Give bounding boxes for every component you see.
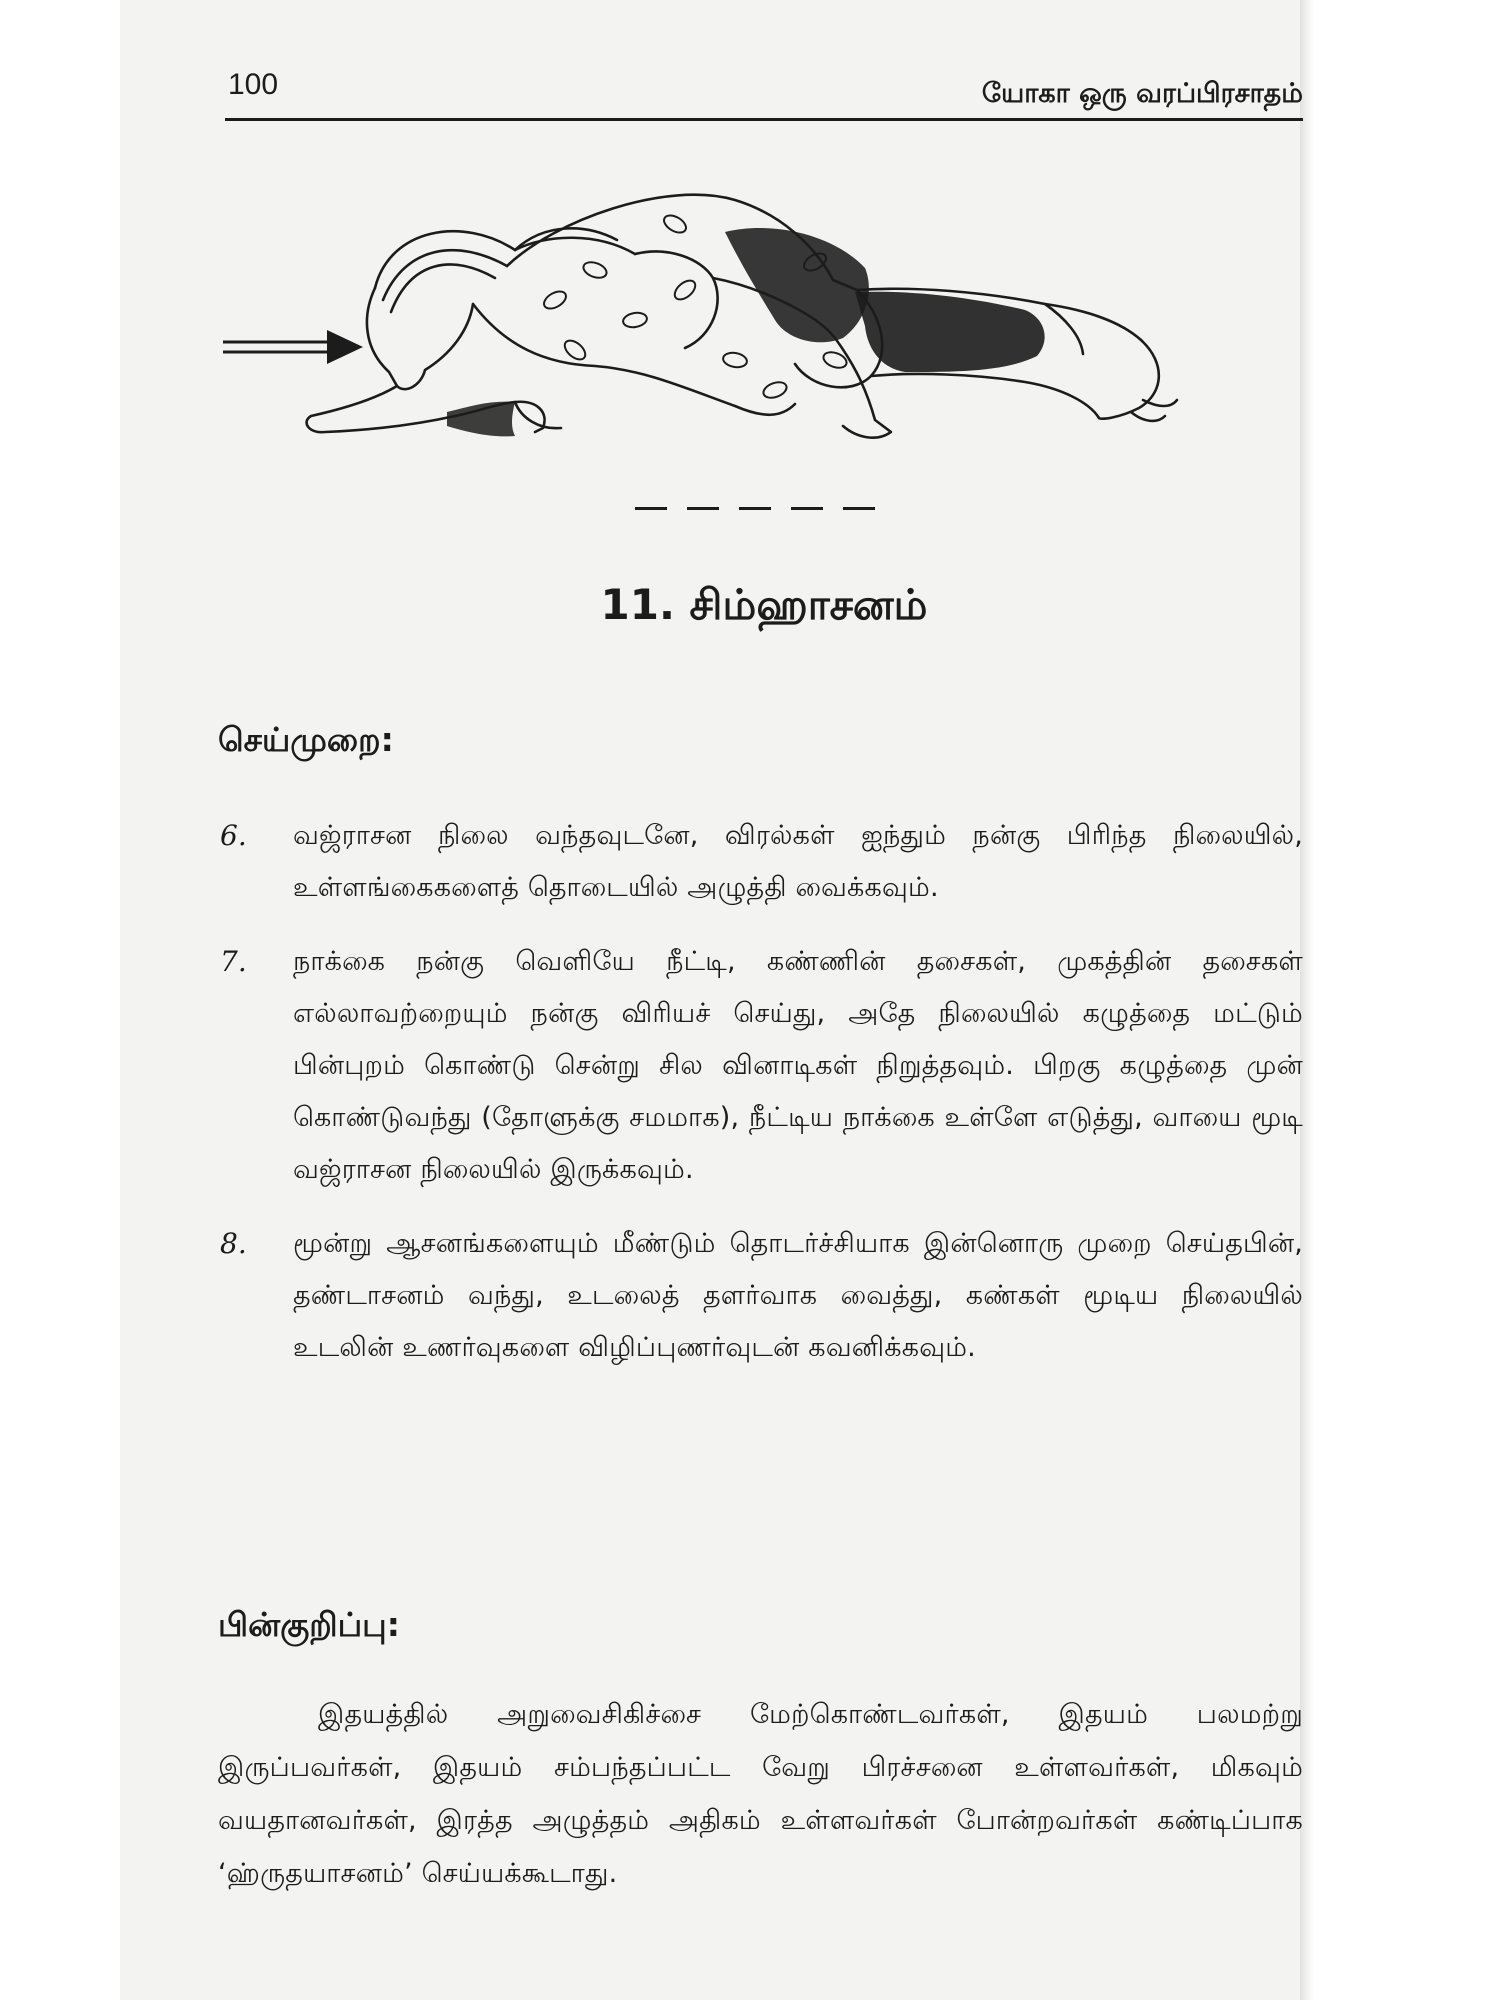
step-text: வஜ்ராசன நிலை வந்தவுடனே, விரல்கள் ஐந்தும் நன்கு பிரிந்த நிலையில், உள்ளங்கைகளைத் தொடையில் அழுத்தி வைக்கவும். (293, 820, 1303, 903)
step-item (218, 936, 1303, 1196)
page-header (225, 62, 1303, 120)
postscript-heading: பின்குறிப்பு: (218, 1605, 400, 1644)
step-number: 8. (220, 1227, 247, 1260)
yoga-pose-illustration (215, 150, 1185, 470)
step-item (218, 1218, 1303, 1374)
page-number: 100 (228, 68, 279, 101)
step-text: நாக்கை நன்கு வெளியே நீட்டி, கண்ணின் தசைகள், முகத்தின் தசைகள் எல்லாவற்றையும் நன்கு விரியச் செய்து, அதே நிலையில் கழுத்தை மட்டும் பின்புறம் கொண்டு சென்று சில வினாடிகள் நிறுத்தவும். பிறகு கழுத்தை முன் கொண்டுவந்து (தோளுக்கு சமமாக), நீட்டிய நாக்கை உள்ளே எடுத்து, வாயை மூடி வஜ்ராசன நிலையில் இருக்கவும். (293, 946, 1303, 1185)
arrow-icon (223, 330, 363, 364)
step-item (218, 810, 1303, 914)
header-rule (225, 118, 1303, 121)
step-text: மூன்று ஆசனங்களையும் மீண்டும் தொடர்ச்சியாக இன்னொரு முறை செய்தபின், தண்டாசனம் வந்து, உடலைத் தளர்வாக வைத்து, கண்கள் மூடிய நிலையில் உடலின் உணர்வுகளை விழிப்புணர்வுடன் கவனிக்கவும். (293, 1228, 1303, 1363)
section-separator (635, 507, 885, 511)
procedure-heading: செய்முறை: (218, 720, 394, 759)
procedure-steps (218, 810, 1303, 1396)
step-number: 6. (220, 819, 247, 852)
postscript-text: இதயத்தில் அறுவைசிகிச்சை மேற்கொண்டவர்கள், இதயம் பலமற்று இருப்பவர்கள், இதயம் சம்பந்தப்பட்ட வேறு பிரச்சனை உள்ளவர்கள், மிகவும் வயதானவர்கள், இரத்த அழுத்தம் அதிகம் உள்ளவர்கள் போன்றவர்கள் கண்டிப்பாக ‘ஹ்ருதயாசனம்’ செய்யக்கூடாது. (218, 1699, 1303, 1889)
chapter-title: 11. சிம்ஹாசனம் (600, 580, 928, 629)
running-title: யோகா ஒரு வரப்பிரசாதம் (981, 78, 1303, 109)
step-number: 7. (220, 945, 247, 978)
